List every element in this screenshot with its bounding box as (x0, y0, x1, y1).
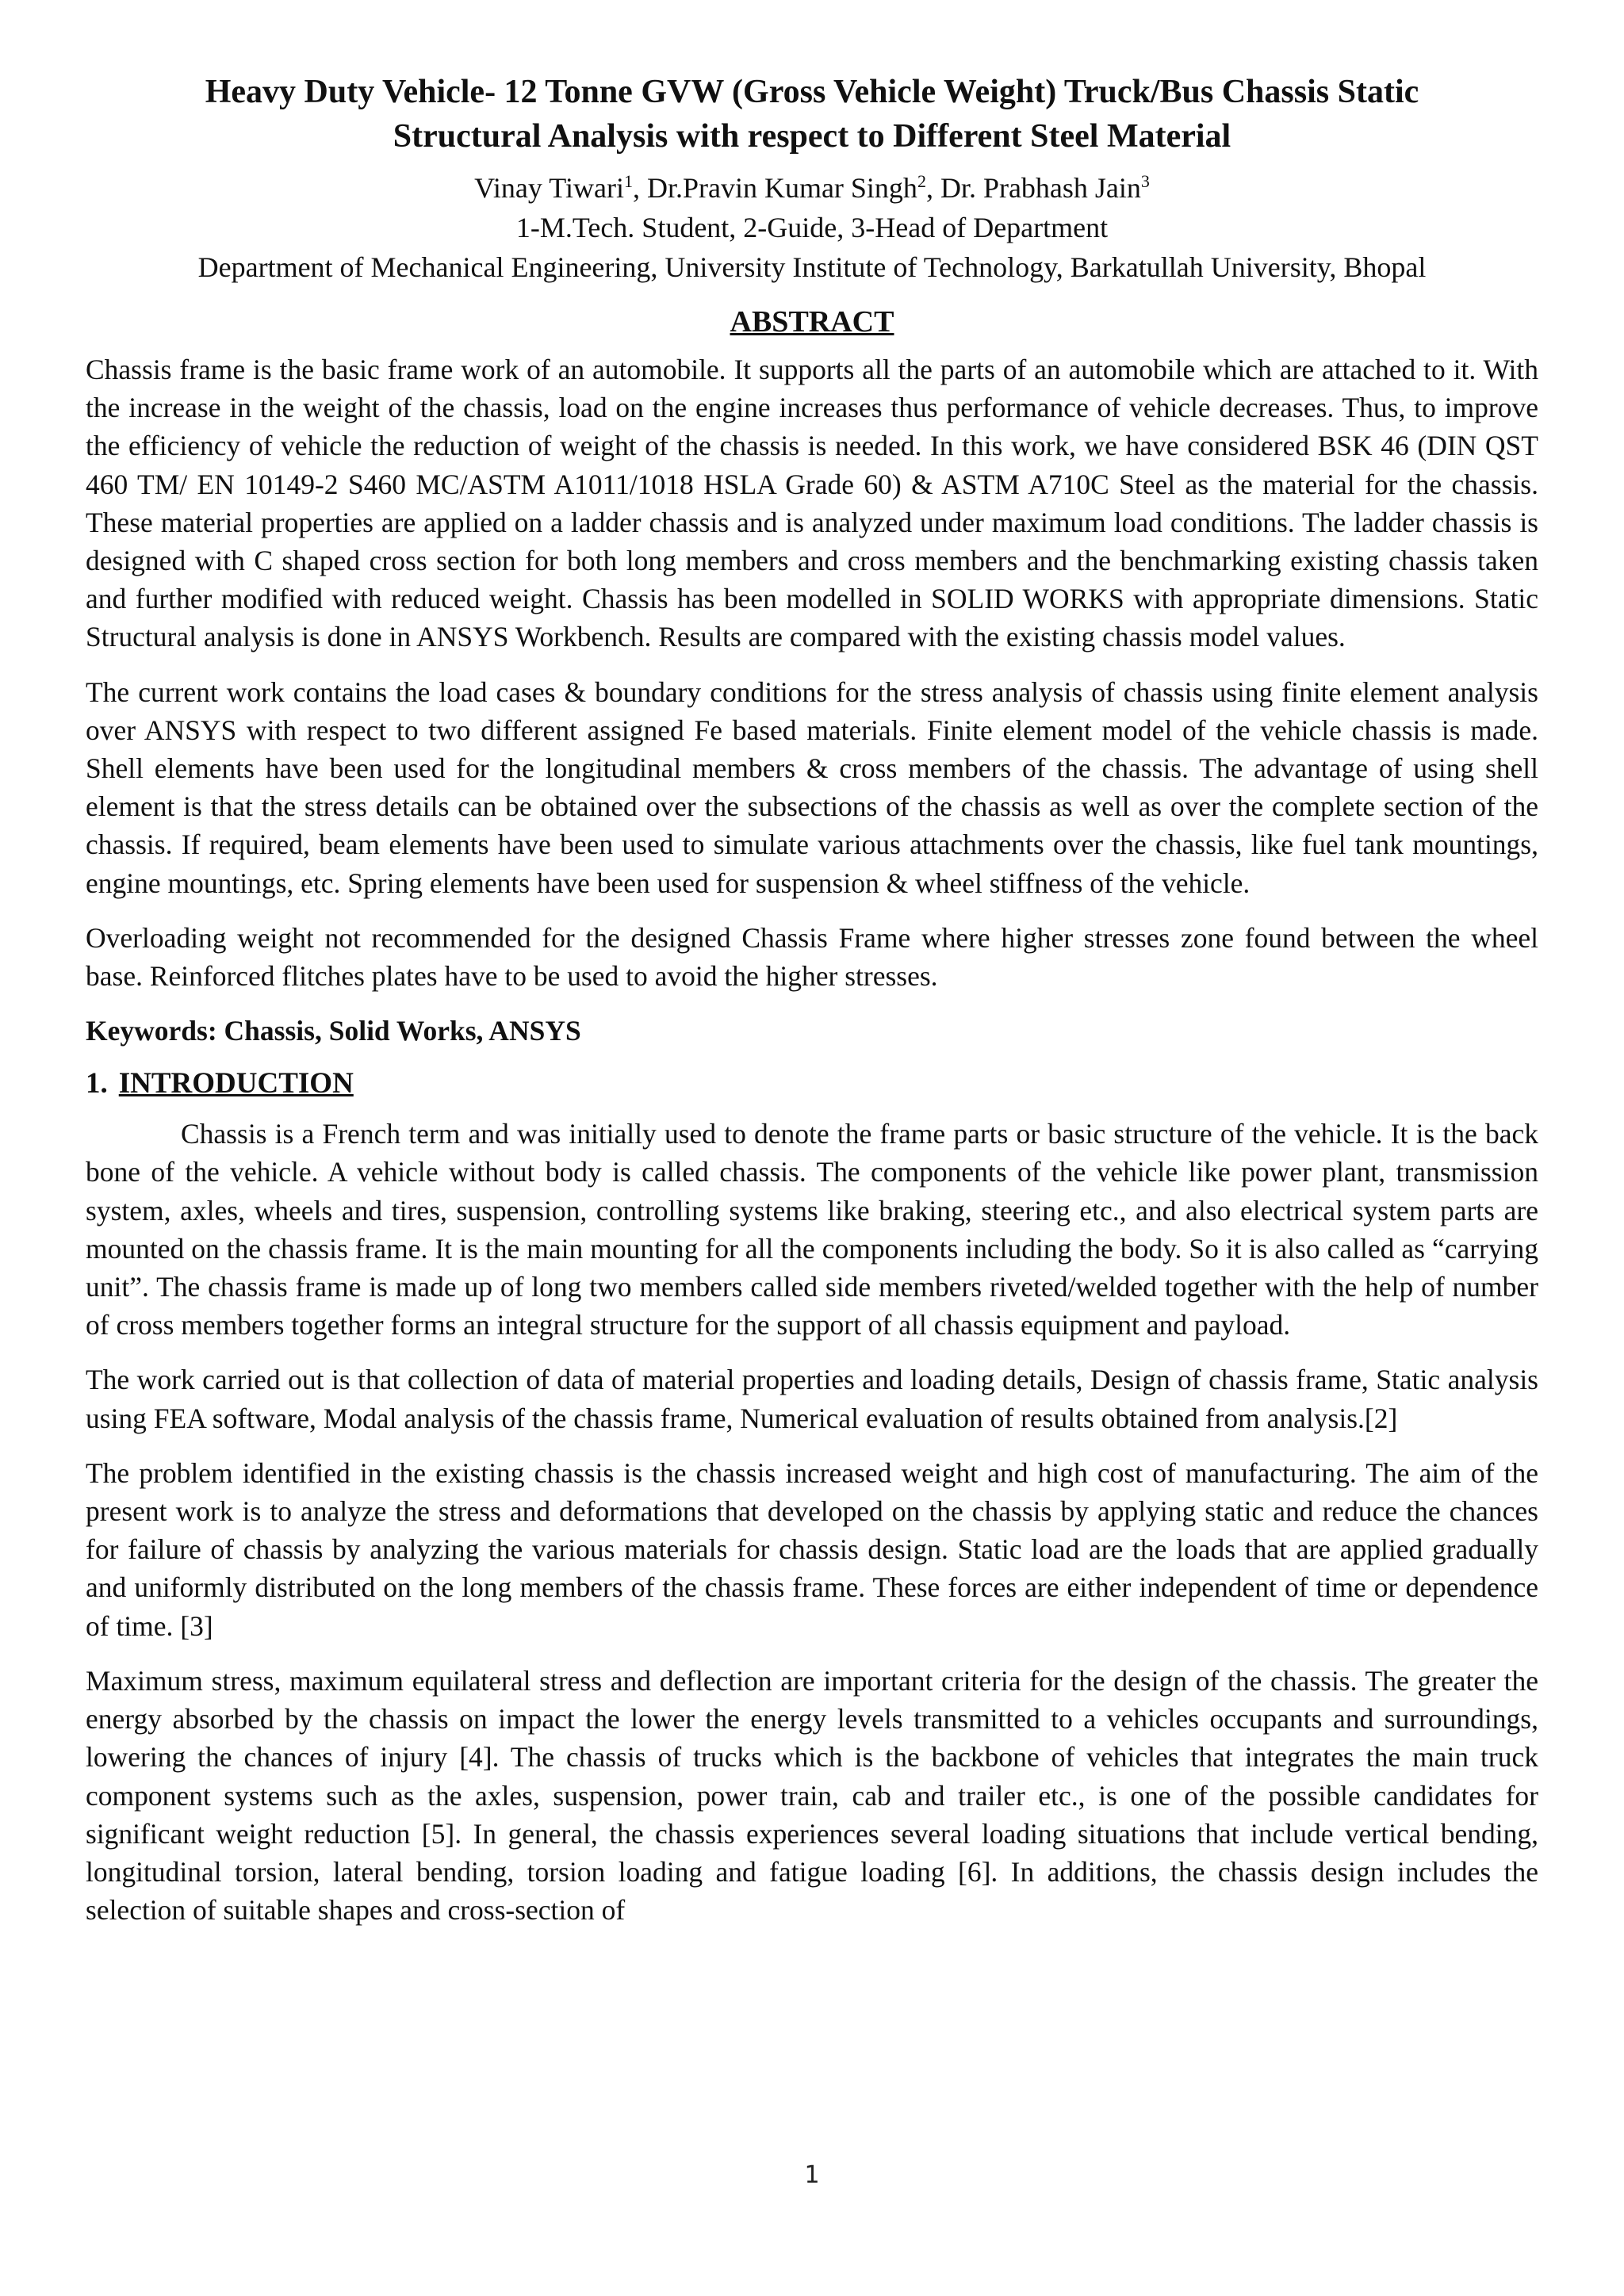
paper-title (86, 70, 1538, 159)
author-affiliation-mark: 3 (1140, 171, 1150, 191)
abstract-heading: ABSTRACT (730, 305, 894, 339)
paper-page (86, 70, 1538, 1946)
body-paragraph: The problem identified in the existing chassis is the chassis increased weight and high cost of manufacturing. The aim of the present work is to analyze the stress and deformations that developed on the chassis by applying static and reduce the chances for failure of chassis by analyzing the various materials for chassis design. Static load are the loads that are applied gradually and uniformly distributed on the long members of the chassis frame. These forces are either independent of time or dependence of time. [3] (86, 1456, 1538, 1642)
abstract-paragraph: Chassis frame is the basic frame work of an automobile. It supports all the parts of an automobile which are attached to it. With the increase in the weight of the chassis, load on the engine increases thus performance of vehicle decreases. Thus, to improve the efficiency of vehicle the reduction of weight of the chassis is needed. In this work, we have considered BSK 46 (DIN QST 460 TM/ EN 10149-2 S460 MC/ASTM A1011/1018 HSLA Grade 60) & ASTM A710C Steel as the material for the chassis. These material properties are applied on a ladder chassis and is analyzed under maximum load conditions. The ladder chassis is designed with C shaped cross section for both long members and cross members and the benchmarking existing chassis taken and further modified with reduced weight. Chassis has been modelled in SOLID WORKS with appropriate dimensions. Static Structural analysis is done in ANSYS Workbench. Results are compared with the existing chassis model values. (86, 354, 1538, 653)
author-separator: , (925, 172, 940, 204)
title-line-1: Heavy Duty Vehicle- 12 Tonne GVW (Gross Vehicle Weight) Truck/Bus Chassis Static (205, 74, 1419, 110)
body-paragraph: Maximum stress, maximum equilateral stress and deflection are important criteria for the design of the chassis. The greater the energy absorbed by the chassis on impact the lower the energy levels transmitted to a vehicles occupants and surroundings, lowering the chances of injury [4]. The chassis of trucks which is the backbone of vehicles that integrates the main truck component systems such as the axles, suspension, power train, cab and trailer etc., is one of the possible candidates for significant weight reduction [5]. In general, the chassis experiences several loading situations that include vertical bending, longitudinal torsion, lateral bending, torsion loading and fatigue loading [6]. In additions, the chassis design includes the selection of suitable shapes and cross-section of (86, 1664, 1538, 1927)
affiliation: Department of Mechanical Engineering, University Institute of Technology, Barkatullah University, Bhopal (197, 251, 1427, 283)
body-paragraph: Chassis is a French term and was initially used to denote the frame parts or basic structure of the vehicle. It is the back bone of the vehicle. A vehicle without body is called chassis. The components of the vehicle like power plant, transmission system, axles, wheels and tires, suspension, controlling systems like braking, steering etc., and also electrical system parts are mounted on the chassis frame. It is the main mounting for all the components including the body. So it is also called as “carrying unit”. The chassis frame is made up of long two members called side members riveted/welded together with the help of number of cross members together forms an integral structure for the support of all chassis equipment and payload. (86, 1118, 1538, 1341)
author-name: Vinay Tiwari (474, 172, 624, 204)
abstract-paragraph: The current work contains the load cases & boundary conditions for the stress analysis of chassis using finite element analysis over ANSYS with respect to two different assigned Fe based materials. Finite element model of the vehicle chassis is made. Shell elements have been used for the longitudinal members & cross members of the chassis. The advantage of using shell element is that the stress details can be obtained over the subsections of the chassis as well as over the complete section of the chassis. If required, beam elements have been used to simulate various attachments over the chassis, like fuel tank mountings, engine mountings, etc. Spring elements have been used for suspension & wheel stiffness of the vehicle. (86, 675, 1538, 899)
abstract-paragraph: Overloading weight not recommended for the designed Chassis Frame where higher stresses zone found between the wheel base. Reinforced flitches plates have to be used to avoid the higher stresses. (86, 921, 1538, 993)
section-title: INTRODUCTION (118, 1067, 354, 1100)
page-number: 1 (804, 2161, 820, 2189)
body-paragraph: The work carried out is that collection of data of material properties and loading details, Design of chassis frame, Static analysis using FEA software, Modal analysis of the chassis frame, Numerical evaluation of results obtained from analysis.[2] (86, 1364, 1538, 1434)
author-separator: , (632, 172, 647, 204)
author-roles: 1-M.Tech. Student, 2-Guide, 3-Head of Department (515, 212, 1109, 243)
author-affiliation-mark: 2 (917, 171, 926, 191)
title-line-2: Structural Analysis with respect to Different Steel Material (393, 118, 1231, 155)
author-affiliation-mark: 1 (623, 171, 633, 191)
author-list (86, 168, 1538, 208)
author-name: Dr.Pravin Kumar Singh (646, 172, 917, 204)
keywords: Keywords: Chassis, Solid Works, ANSYS (86, 1015, 581, 1047)
author-name: Dr. Prabhash Jain (940, 172, 1141, 204)
section-heading-introduction (86, 1064, 1538, 1104)
section-number: 1. (86, 1067, 108, 1100)
